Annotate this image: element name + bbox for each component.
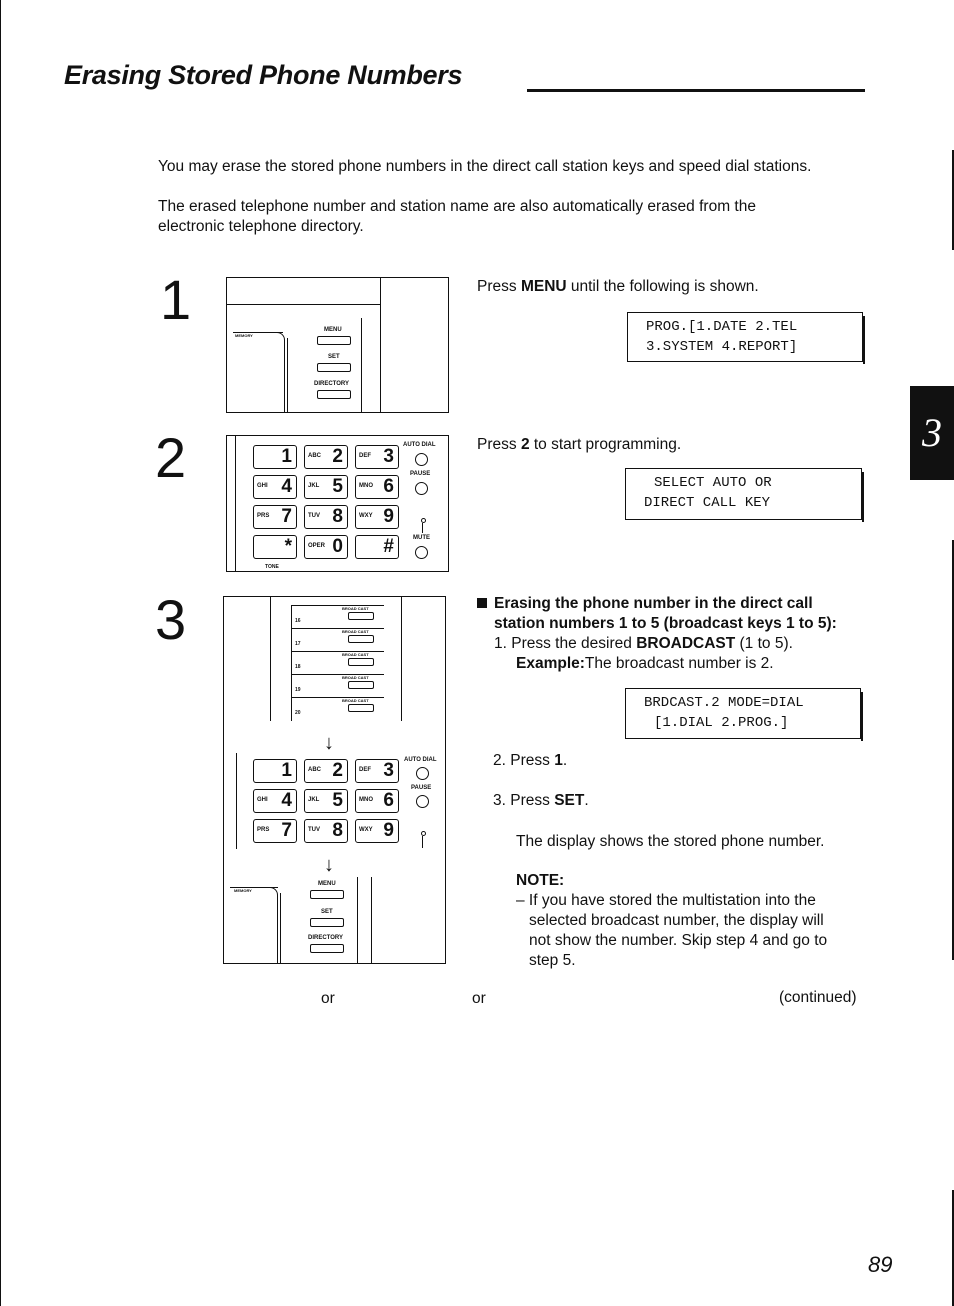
keypad-key-8[interactable]: [304, 819, 348, 843]
page-title: Erasing Stored Phone Numbers: [64, 60, 463, 90]
key-digit: 4: [281, 476, 292, 497]
pause-label: PAUSE: [411, 785, 432, 791]
key-name: 2: [520, 436, 530, 453]
broadcast-row-line: [292, 628, 384, 629]
panel-line: [287, 338, 288, 412]
step1-instruction: [477, 277, 759, 297]
auto-dial-button[interactable]: [416, 767, 429, 780]
step-number-3: 3: [155, 588, 187, 651]
keypad-key-0[interactable]: [304, 535, 348, 559]
key-digit: 1: [281, 760, 292, 781]
broadcast-button-5[interactable]: [348, 704, 374, 712]
directory-button[interactable]: [310, 944, 344, 953]
keypad-key-2[interactable]: [304, 445, 348, 469]
menu-label: MENU: [324, 327, 342, 333]
keypad-key-6[interactable]: [355, 475, 399, 499]
key-digit: 7: [281, 820, 292, 841]
broadcast-label: BROAD CAST: [342, 698, 369, 703]
step3-substep-3: [493, 791, 589, 811]
set-button[interactable]: [310, 918, 344, 927]
broadcast-row-number: 18: [295, 664, 301, 670]
broadcast-button-2[interactable]: [348, 635, 374, 643]
panel-line: [422, 523, 423, 533]
number: 2.: [493, 752, 506, 769]
broadcast-button-1[interactable]: [348, 612, 374, 620]
key-digit: 9: [383, 506, 394, 527]
key-digit: 2: [332, 760, 343, 781]
key-digit: #: [383, 536, 394, 557]
intro-line: The erased telephone number and station name are also automatically erased from the: [158, 198, 756, 215]
key-letters: WXY: [359, 827, 373, 833]
key-name: SET: [554, 792, 585, 809]
key-name: 1: [554, 752, 563, 769]
key-digit: 7: [281, 506, 292, 527]
broadcast-button-4[interactable]: [348, 681, 374, 689]
keypad-key-6[interactable]: [355, 789, 399, 813]
panel-curve: [270, 887, 278, 963]
down-arrow-icon: ↓: [324, 732, 334, 754]
number: 1.: [494, 635, 507, 652]
key-letters: PRS: [257, 513, 270, 519]
text: Press the desired: [511, 635, 637, 652]
key-digit: 3: [383, 446, 394, 467]
text: .: [562, 752, 568, 769]
intro-line: electronic telephone directory.: [158, 218, 364, 235]
keypad-key-star[interactable]: [253, 535, 297, 559]
key-digit: 9: [383, 820, 394, 841]
set-label: SET: [321, 909, 333, 915]
left-edge-line: [0, 0, 1, 1306]
panel-line: [280, 893, 281, 963]
down-arrow-icon: ↓: [324, 854, 334, 876]
key-letters: TUV: [308, 513, 320, 519]
lcd-line: SELECT AUTO OR: [654, 475, 772, 491]
text: Erasing the phone number in the direct call: [494, 595, 813, 612]
key-letters: JKL: [308, 797, 320, 803]
broadcast-label: BROAD CAST: [342, 606, 369, 611]
set-button[interactable]: [317, 363, 351, 372]
broadcast-label: BROAD CAST: [342, 629, 369, 634]
intro-paragraph-2: [158, 197, 878, 237]
step-number-2: 2: [155, 426, 187, 489]
note-line: step 5.: [529, 952, 576, 969]
keypad-key-4[interactable]: [253, 475, 297, 499]
keypad-key-9[interactable]: [355, 819, 399, 843]
keypad-key-5[interactable]: [304, 475, 348, 499]
step3-substep-1: [494, 634, 894, 654]
lcd-line: 3.SYSTEM 4.REPORT]: [646, 339, 798, 355]
mute-label: MUTE: [413, 535, 430, 541]
menu-button[interactable]: [317, 336, 351, 345]
key-digit: 5: [332, 790, 343, 811]
broadcast-row-number: 16: [295, 618, 301, 624]
key-digit: 2: [332, 446, 343, 467]
text: (1 to 5).: [735, 635, 793, 652]
step3-lcd-display: [625, 688, 861, 739]
key-letters: GHI: [257, 797, 268, 803]
key-digit: 6: [383, 476, 394, 497]
step3-section-heading: [477, 594, 877, 634]
panel-line: [422, 836, 423, 848]
step3-example: [516, 654, 774, 674]
continued-text: (continued): [779, 989, 857, 1006]
title-rule: [527, 89, 865, 92]
key-digit: 8: [332, 506, 343, 527]
lcd-line: [1.DIAL 2.PROG.]: [654, 715, 789, 731]
menu-label: MENU: [318, 881, 336, 887]
key-digit: 5: [332, 476, 343, 497]
intro-paragraph-1: You may erase the stored phone numbers in the direct call station keys and speed dial stations.: [158, 158, 812, 175]
key-letters: WXY: [359, 513, 373, 519]
broadcast-row-line: [292, 651, 384, 652]
key-digit: 1: [281, 446, 292, 467]
tone-label: TONE: [265, 564, 279, 570]
keypad-key-5[interactable]: [304, 789, 348, 813]
keypad-key-2[interactable]: [304, 759, 348, 783]
broadcast-keys: [291, 605, 383, 721]
text: The broadcast number is 2.: [584, 655, 774, 672]
panel-line: [227, 304, 381, 305]
key-letters: JKL: [308, 483, 320, 489]
key-name: MENU: [520, 278, 567, 295]
broadcast-row-line: [292, 605, 384, 606]
key-name: BROADCAST: [636, 635, 736, 652]
panel-line: [357, 877, 358, 963]
display-description: The display shows the stored phone number.: [516, 833, 825, 850]
chapter-tab: 3: [910, 386, 954, 480]
panel-line: [236, 753, 237, 849]
key-letters: ABC: [308, 453, 321, 459]
keypad-key-1[interactable]: [253, 759, 297, 783]
keypad-key-9[interactable]: [355, 505, 399, 529]
or-text-1: or: [321, 990, 335, 1007]
panel-line: [401, 597, 402, 721]
mute-button[interactable]: [415, 546, 428, 559]
pause-label: PAUSE: [410, 471, 431, 477]
keypad-key-3[interactable]: [355, 759, 399, 783]
note-label: NOTE:: [516, 872, 565, 889]
panel-curve: [277, 332, 285, 412]
step2-keypad-illustration: [226, 435, 449, 572]
key-letters: MNO: [359, 483, 373, 489]
panel-line: [380, 278, 381, 412]
key-letters: PRS: [257, 827, 270, 833]
step2-instruction: [477, 435, 681, 455]
step2-lcd-display: [625, 468, 862, 520]
key-digit: 6: [383, 790, 394, 811]
number: 3.: [493, 792, 506, 809]
step1-lcd-display: [627, 312, 863, 362]
broadcast-row-number: 20: [295, 710, 301, 716]
directory-label: DIRECTORY: [308, 935, 344, 941]
lcd-line: BRDCAST.2 MODE=DIAL: [644, 695, 804, 711]
keypad-key-7[interactable]: [253, 819, 297, 843]
key-letters: TUV: [308, 827, 320, 833]
key-letters: GHI: [257, 483, 268, 489]
key-digit: 0: [332, 536, 343, 557]
text: Press: [510, 792, 555, 809]
memory-label: MEMORY: [234, 888, 252, 893]
key-letters: MNO: [359, 797, 373, 803]
note-line: not show the number. Skip step 4 and go to: [529, 932, 828, 949]
heading-line-1: [477, 594, 877, 614]
broadcast-row-number: 17: [295, 641, 301, 647]
panel-line: [371, 877, 372, 963]
key-digit: 8: [332, 820, 343, 841]
step1-panel-illustration: [226, 277, 449, 413]
key-letters: DEF: [359, 453, 371, 459]
panel-line: [235, 436, 236, 571]
key-digit: *: [284, 536, 292, 557]
text: Press: [510, 752, 555, 769]
key-digit: 3: [383, 760, 394, 781]
note-line: selected broadcast number, the display will: [529, 912, 824, 929]
pause-button[interactable]: [416, 795, 429, 808]
menu-button[interactable]: [310, 890, 344, 899]
panel-line: [361, 318, 362, 412]
text: to start programming.: [529, 436, 682, 453]
directory-label: DIRECTORY: [314, 381, 350, 387]
key-letters: DEF: [359, 767, 371, 773]
text: .: [584, 792, 589, 809]
keypad-key-hash[interactable]: [355, 535, 399, 559]
broadcast-label: BROAD CAST: [342, 652, 369, 657]
pause-button[interactable]: [415, 482, 428, 495]
directory-button[interactable]: [317, 390, 351, 399]
keypad-key-7[interactable]: [253, 505, 297, 529]
or-text-2: or: [472, 990, 486, 1007]
note-body: [516, 891, 876, 971]
set-label: SET: [328, 354, 340, 360]
heading-line-2: station numbers 1 to 5 (broadcast keys 1 to 5):: [494, 615, 837, 632]
memory-label: MEMORY: [235, 333, 253, 338]
broadcast-row-number: 19: [295, 687, 301, 693]
step3-substep-2: [493, 751, 567, 771]
keypad-key-3[interactable]: [355, 445, 399, 469]
broadcast-row-line: [292, 697, 384, 698]
broadcast-row-line: [292, 674, 384, 675]
key-letters: OPER: [308, 543, 326, 549]
keypad-key-1[interactable]: [253, 445, 297, 469]
auto-dial-button[interactable]: [415, 453, 428, 466]
broadcast-label: BROAD CAST: [342, 675, 369, 680]
key-letters: ABC: [308, 767, 321, 773]
example-label: Example:: [516, 655, 585, 672]
bullet-square-icon: [477, 598, 487, 608]
keypad-key-4[interactable]: [253, 789, 297, 813]
step3-panel-illustration: [223, 596, 446, 964]
text: until the following is shown.: [566, 278, 759, 295]
text: Press: [477, 436, 521, 453]
page-number: 89: [868, 1252, 893, 1277]
note-line: – If you have stored the multistation into the: [516, 892, 816, 909]
auto-dial-label: AUTO DIAL: [403, 442, 436, 448]
lcd-line: PROG.[1.DATE 2.TEL: [646, 319, 798, 335]
text: Press: [477, 278, 521, 295]
panel-line: [270, 597, 271, 721]
keypad-key-8[interactable]: [304, 505, 348, 529]
key-digit: 4: [281, 790, 292, 811]
lcd-line: DIRECT CALL KEY: [644, 495, 771, 511]
step-number-1: 1: [160, 268, 192, 331]
auto-dial-label: AUTO DIAL: [404, 757, 437, 763]
broadcast-button-3[interactable]: [348, 658, 374, 666]
